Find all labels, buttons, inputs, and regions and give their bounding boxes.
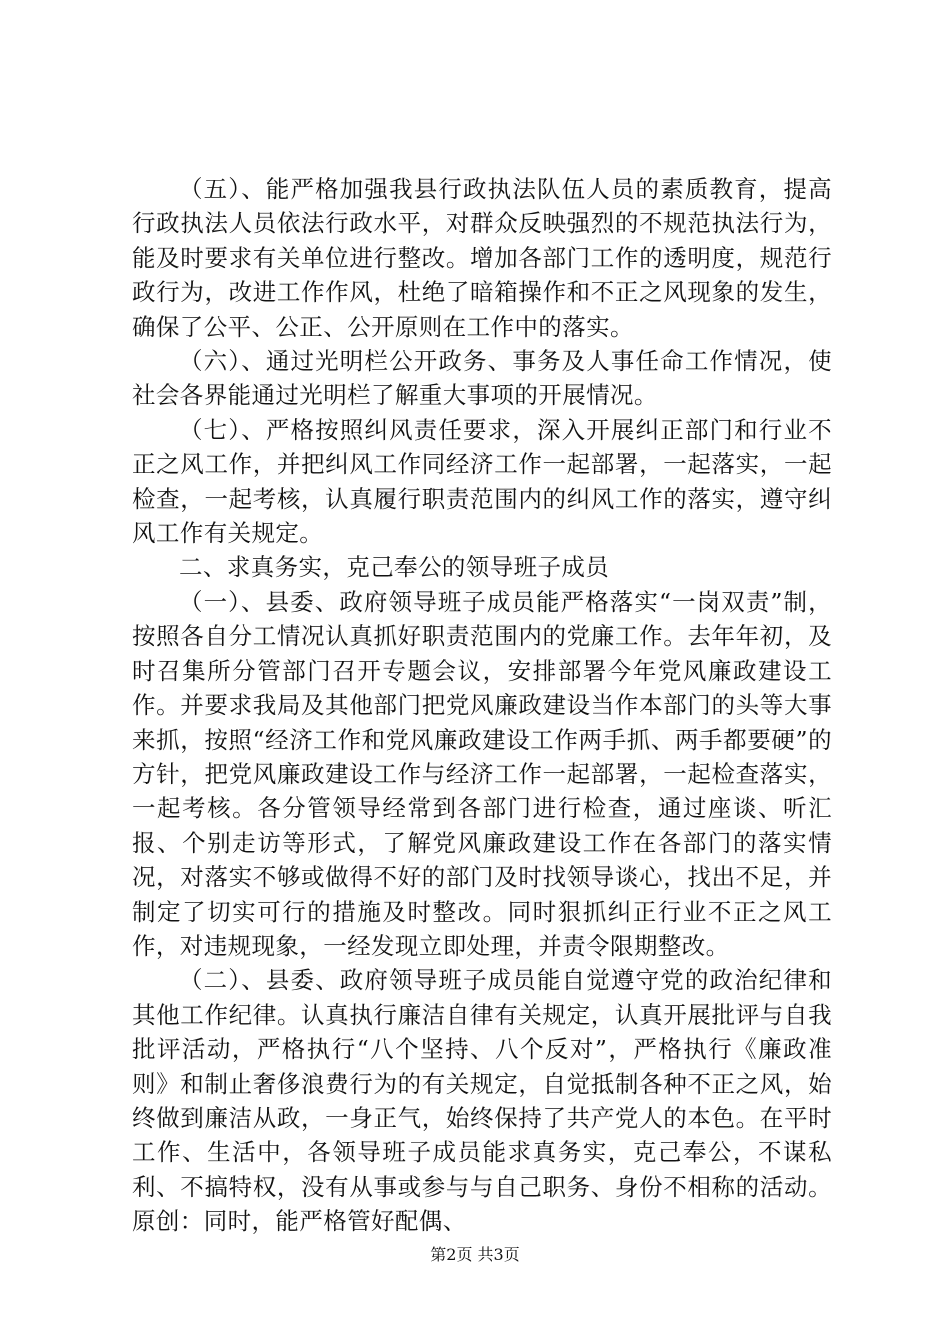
paragraph-subsection-2: （二）、县委、政府领导班子成员能自觉遵守党的政治纪律和其他工作纪律。认真执行廉洁自律有关规定，认真开展批评与自我批评活动，严格执行“八个坚持、八个反对”，严格执行《廉政准则》和制止奢侈浪费行为的有关规定，自觉抵制各种不正之风，始终做到廉洁从政，一身正气，始终保持了共产党人的本色。在平时工作、生活中，各领导班子成员能求真务实，克己奉公，不谋私利、不搞特权，没有从事或参与与自己职务、身份不相称的活动。原创：同时，能严格管好配偶、 [132, 966, 832, 1236]
paragraph-section-5: （五）、能严格加强我县行政执法队伍人员的素质教育，提高行政执法人员依法行政水平，对群众反映强烈的不规范执法行为，能及时要求有关单位进行整改。增加各部门工作的透明度，规范行政行为，改进工作作风，杜绝了暗箱操作和不正之风现象的发生，确保了公平、公正、公开原则在工作中的落实。 [132, 175, 832, 341]
page-number-footer: 第2页 共3页 [430, 1245, 520, 1264]
document-body [132, 172, 832, 1239]
paragraph-section-7: （七）、严格按照纠风责任要求，深入开展纠正部门和行业不正之风工作，并把纠风工作同经济工作一起部署，一起落实，一起检查，一起考核，认真履行职责范围内的纠风工作的落实，遵守纠风工作有关规定。 [132, 415, 832, 548]
paragraph-section-6: （六）、通过光明栏公开政务、事务及人事任命工作情况，使社会各界能通过光明栏了解重大事项的开展情况。 [132, 347, 832, 410]
paragraph-subsection-1: （一）、县委、政府领导班子成员能严格落实“一岗双责”制，按照各自分工情况认真抓好职责范围内的党廉工作。去年年初，及时召集所分管部门召开专题会议，安排部署今年党风廉政建设工作。并要求我局及其他部门把党风廉政建设当作本部门的头等大事来抓，按照“经济工作和党风廉政建设工作两手抓、两手都要硬”的方针，把党风廉政建设工作与经济工作一起部署，一起检查落实，一起考核。各分管领导经常到各部门进行检查，通过座谈、听汇报、个别走访等形式，了解党风廉政建设工作在各部门的落实情况，对落实不够或做得不好的部门及时找领导谈心，找出不足，并制定了切实可行的措施及时整改。同时狠抓纠正行业不正之风工作，对违规现象，一经发现立即处理，并责令限期整改。 [132, 587, 832, 960]
section-heading-2: 二、求真务实，克己奉公的领导班子成员 [179, 553, 610, 582]
